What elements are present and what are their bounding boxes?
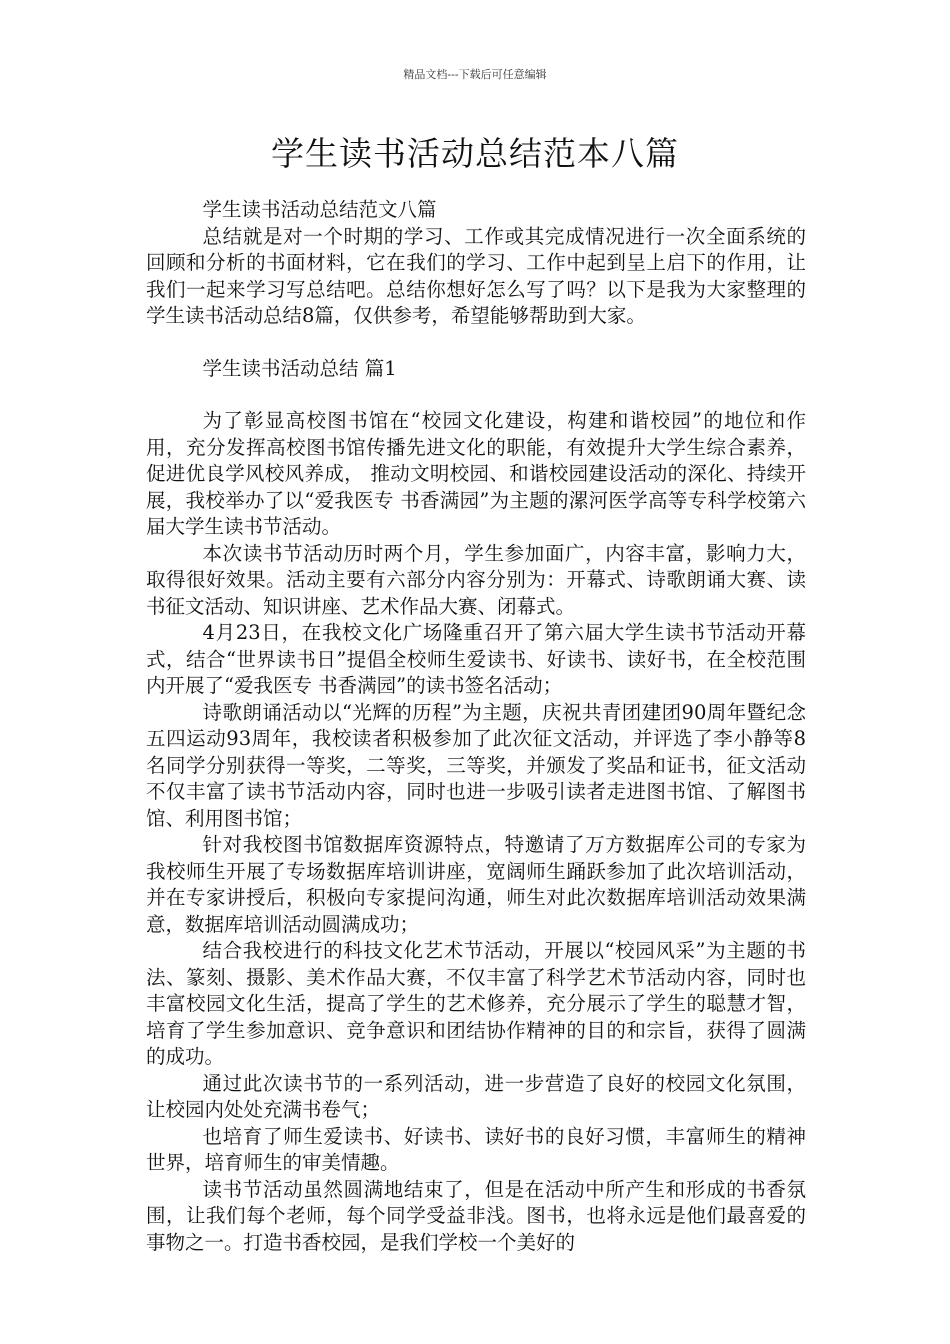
- section-heading: 学生读书活动总结 篇1: [202, 356, 397, 380]
- body-paragraph: 本次读书节活动历时两个月，学生参加面广，内容丰富，影响力大，取得很好效果。活动主要有六部分内容分别为：开幕式、诗歌朗诵大赛、读书征文活动、知识讲座、艺术作品大赛、闭幕式。: [146, 541, 806, 618]
- document-body: [146, 197, 806, 1256]
- body-paragraph: 结合我校进行的科技文化艺术节活动，开展以“校园风采”为主题的书法、篆刻、摄影、美术作品大赛，不仅丰富了科学艺术节活动内容，同时也丰富校园文化生活，提高了学生的艺术修养，充分展示了学生的聪慧才智，培育了学生参加意识、竞争意识和团结协作精神的目的和宗旨，获得了圆满的成功。: [146, 939, 806, 1068]
- body-paragraph: 针对我校图书馆数据库资源特点，特邀请了万方数据库公司的专家为我校师生开展了专场数据库培训讲座，宽阔师生踊跃参加了此次培训活动，并在专家讲授后，积极向专家提问沟通，师生对此次数据库培训活动效果满意，数据库培训活动圆满成功；: [146, 833, 806, 936]
- page-header: 精品文档---下载后可任意编辑: [403, 68, 547, 81]
- body-paragraph: 诗歌朗诵活动以“光辉的历程”为主题，庆祝共青团建团90周年暨纪念五四运动93周年，我校读者积极参加了此次征文活动，并评选了李小静等8名同学分别获得一等奖，二等奖，三等奖，并颁发了奖品和证书，征文活动不仅丰富了读书节活动内容，同时也进一步吸引读者走进图书馆、了解图书馆、利用图书馆；: [146, 700, 806, 830]
- body-paragraph: 读书节活动虽然圆满地结束了，但是在活动中所产生和形成的书香氛围，让我们每个老师，每个同学受益非浅。图书，也将永远是他们最喜爱的事物之一。打造书香校园，是我们学校一个美好的: [146, 1177, 806, 1254]
- body-paragraph: 为了彰显高校图书馆在“校园文化建设，构建和谐校园”的地位和作用，充分发挥高校图书馆传播先进文化的职能，有效提升大学生综合素养，促进优良学风校风养成， 推动文明校园、和谐校园建设活动的深化、持续开展，我校举办了以“爱我医专 书香满园”为主题的漯河医学高等专科学校第六届大学生读书节活动。: [146, 409, 806, 538]
- body-paragraph: 通过此次读书节的一系列活动，进一步营造了良好的校园文化氛围，让校园内处处充满书卷气；: [146, 1071, 806, 1121]
- document-subtitle: 学生读书活动总结范文八篇: [202, 198, 437, 221]
- intro-paragraph: 总结就是对一个时期的学习、工作或其完成情况进行一次全面系统的回顾和分析的书面材料，它在我们的学习、工作中起到呈上启下的作用，让我们一起来学习写总结吧。总结你想好怎么写了吗？以下是我为大家整理的学生读书活动总结8篇，仅供参考，希望能够帮助到大家。: [146, 224, 806, 327]
- document-title: 学生读书活动总结范本八篇: [271, 134, 679, 173]
- body-paragraph: 也培育了师生爱读书、好读书、读好书的良好习惯，丰富师生的精神世界，培育师生的审美情趣。: [146, 1124, 806, 1174]
- body-paragraph: 4月23日，在我校文化广场隆重召开了第六届大学生读书节活动开幕式，结合“世界读书日”提倡全校师生爱读书、好读书、读好书，在全校范围内开展了“爱我医专 书香满园”的读书签名活动；: [146, 621, 806, 697]
